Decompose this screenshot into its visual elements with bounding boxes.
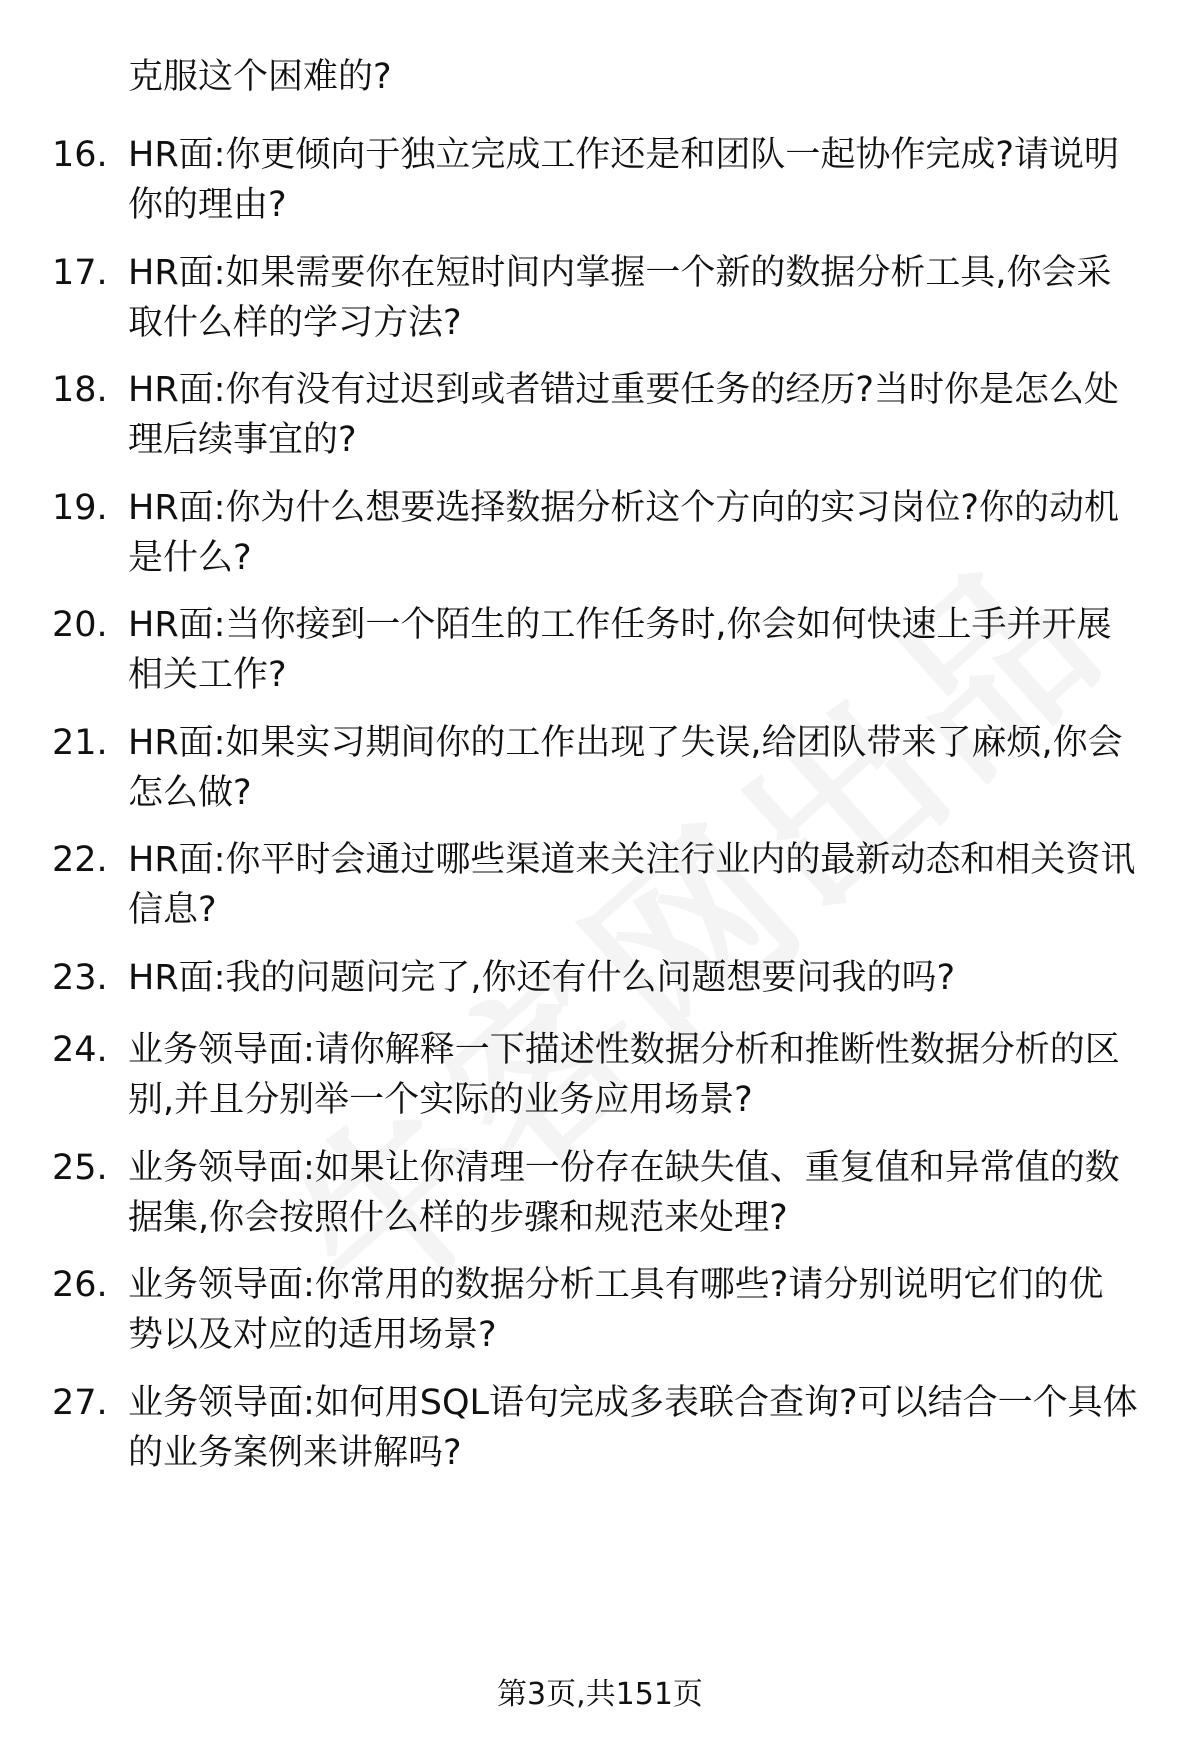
- question-text: HR面:你有没有过迟到或者错过重要任务的经历?当时你是怎么处理后续事宜的?: [128, 370, 1120, 460]
- question-number: 18.: [52, 370, 108, 410]
- question-item: [52, 483, 1152, 583]
- question-item: [52, 248, 1152, 348]
- question-item: [52, 953, 1152, 1003]
- question-number: 24.: [52, 1030, 108, 1070]
- question-item: [52, 1143, 1152, 1243]
- question-item: [52, 718, 1152, 818]
- question-text: HR面:你更倾向于独立完成工作还是和团队一起协作完成?请说明你的理由?: [128, 135, 1120, 225]
- question-item: [52, 1025, 1152, 1125]
- question-text: 业务领导面:如何用SQL语句完成多表联合查询?可以结合一个具体的业务案例来讲解吗?: [128, 1383, 1138, 1473]
- question-number: 17.: [52, 253, 108, 293]
- question-text: 业务领导面:如果让你清理一份存在缺失值、重复值和异常值的数据集,你会按照什么样的步骤和规范来处理?: [128, 1148, 1120, 1238]
- question-item: [52, 365, 1152, 465]
- question-number: 27.: [52, 1383, 108, 1423]
- question-text: HR面:你为什么想要选择数据分析这个方向的实习岗位?你的动机是什么?: [128, 488, 1120, 578]
- question-item: [52, 835, 1152, 935]
- question-text: HR面:我的问题问完了,你还有什么问题想要问我的吗?: [128, 958, 956, 998]
- question-item: [52, 1260, 1152, 1360]
- question-text: 业务领导面:你常用的数据分析工具有哪些?请分别说明它们的优势以及对应的适用场景?: [128, 1265, 1104, 1355]
- question-text: 业务领导面:请你解释一下描述性数据分析和推断性数据分析的区别,并且分别举一个实际的业务应用场景?: [128, 1030, 1120, 1120]
- question-number: 25.: [52, 1148, 108, 1188]
- question-text: HR面:如果需要你在短时间内掌握一个新的数据分析工具,你会采取什么样的学习方法?: [128, 253, 1112, 343]
- question-number: 20.: [52, 605, 108, 645]
- question-item: [52, 1378, 1152, 1478]
- question-number: 21.: [52, 723, 108, 763]
- question-number: 16.: [52, 135, 108, 175]
- question-item: [52, 600, 1152, 700]
- question-number: 26.: [52, 1265, 108, 1305]
- question-number: 23.: [52, 958, 108, 998]
- question-text: HR面:你平时会通过哪些渠道来关注行业内的最新动态和相关资讯信息?: [128, 840, 1136, 930]
- question-number: 22.: [52, 840, 108, 880]
- question-number: 19.: [52, 488, 108, 528]
- page-footer: 第3页,共151页: [497, 1677, 703, 1712]
- question-item: [52, 130, 1152, 230]
- question-text: HR面:当你接到一个陌生的工作任务时,你会如何快速上手并开展相关工作?: [128, 605, 1112, 695]
- continuation-text: 克服这个困难的?: [128, 57, 392, 97]
- question-text: HR面:如果实习期间你的工作出现了失误,给团队带来了麻烦,你会怎么做?: [128, 723, 1123, 813]
